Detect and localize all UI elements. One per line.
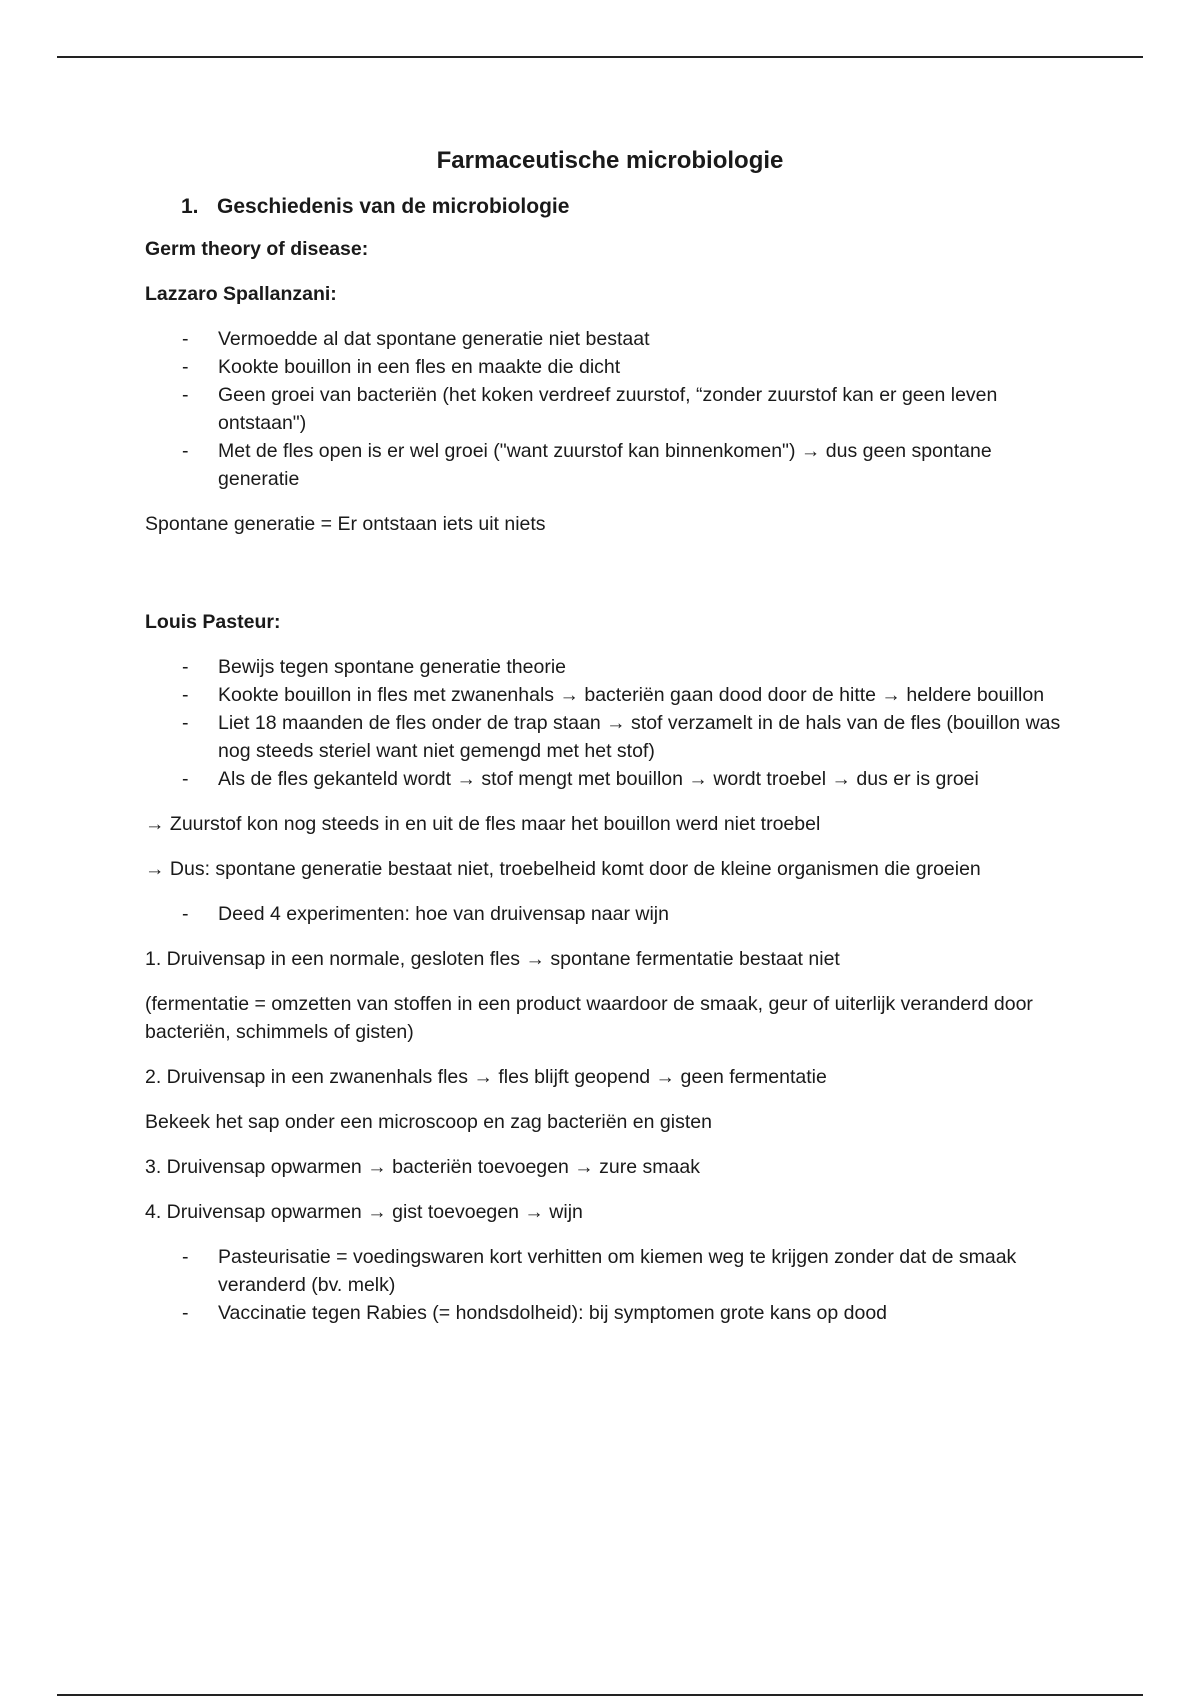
experiment-4: 4. Druivensap opwarmen → gist toevoegen → wijn (145, 1201, 583, 1223)
bullet-dash: - (182, 356, 189, 378)
section-title: Geschiedenis van de microbiologie (217, 195, 570, 218)
bullet-dash: - (182, 656, 189, 678)
bullet-dash: - (182, 440, 189, 462)
bullet-dash: - (182, 384, 189, 406)
section-heading (181, 193, 1065, 221)
bullet-dash: - (182, 768, 189, 790)
final-list (145, 1243, 1065, 1327)
list-item: - Vaccinatie tegen Rabies (= hondsdolheid): bij symptomen grote kans op dood (145, 1299, 1065, 1327)
list-item: - Bewijs tegen spontane generatie theorie (145, 653, 1065, 681)
footer-rule (57, 1694, 1143, 1696)
list-item: - Met de fles open is er wel groei ("want zuurstof kan binnenkomen") → dus geen spontane generatie (145, 437, 1065, 493)
list-item: - Vermoedde al dat spontane generatie niet bestaat (145, 325, 1065, 353)
list-item: - Liet 18 maanden de fles onder de trap staan → stof verzamelt in de hals van de fles (bouillon was nog steeds steriel want niet gemengd met het stof) (145, 709, 1065, 765)
spallanzani-list (145, 325, 1065, 493)
experiments-list (145, 900, 1065, 928)
conclusion-oxygen: → Zuurstof kon nog steeds in en uit de fles maar het bouillon werd niet troebel (145, 813, 821, 835)
page-title: Farmaceutische microbiologie (436, 147, 784, 174)
list-item: - Pasteurisatie = voedingswaren kort verhitten om kiemen weg te krijgen zonder dat de smaak veranderd (bv. melk) (145, 1243, 1065, 1299)
header-rule (57, 56, 1143, 58)
experiment-1: 1. Druivensap in een normale, gesloten fles → spontane fermentatie bestaat niet (145, 948, 840, 970)
bullet-dash: - (182, 684, 189, 706)
list-item: - Geen groei van bacteriën (het koken verdreef zuurstof, “zonder zuurstof kan er geen leven ontstaan") (145, 381, 1065, 437)
list-item: - Kookte bouillon in fles met zwanenhals → bacteriën gaan dood door de hitte → heldere bouillon (145, 681, 1065, 709)
germ-theory-heading: Germ theory of disease: (145, 238, 369, 260)
conclusion-spontaneous: → Dus: spontane generatie bestaat niet, troebelheid komt door de kleine organismen die groeien (145, 858, 981, 880)
experiment-3: 3. Druivensap opwarmen → bacteriën toevoegen → zure smaak (145, 1156, 700, 1178)
blank-space (145, 555, 1065, 608)
bullet-dash: - (182, 903, 189, 925)
bullet-dash: - (182, 712, 189, 734)
spallanzani-heading: Lazzaro Spallanzani: (145, 283, 337, 305)
list-item: - Deed 4 experimenten: hoe van druivensap naar wijn (145, 900, 1065, 928)
bullet-dash: - (182, 328, 189, 350)
bullet-dash: - (182, 1246, 189, 1268)
fermentation-note: (fermentatie = omzetten van stoffen in een product waardoor de smaak, geur of uiterlijk veranderd door bacteriën, schimmels of gisten) (145, 993, 1033, 1043)
microscope-note: Bekeek het sap onder een microscoop en zag bacteriën en gisten (145, 1111, 712, 1133)
section-number: 1. (181, 195, 199, 218)
spontaneous-generation-definition: Spontane generatie = Er ontstaan iets uit niets (145, 513, 546, 535)
pasteur-heading: Louis Pasteur: (145, 611, 281, 633)
document-body (145, 145, 1065, 1344)
list-item: - Als de fles gekanteld wordt → stof mengt met bouillon → wordt troebel → dus er is groei (145, 765, 1065, 793)
pasteur-list (145, 653, 1065, 793)
list-item: - Kookte bouillon in een fles en maakte die dicht (145, 353, 1065, 381)
bullet-dash: - (182, 1302, 189, 1324)
experiment-2: 2. Druivensap in een zwanenhals fles → fles blijft geopend → geen fermentatie (145, 1066, 827, 1088)
